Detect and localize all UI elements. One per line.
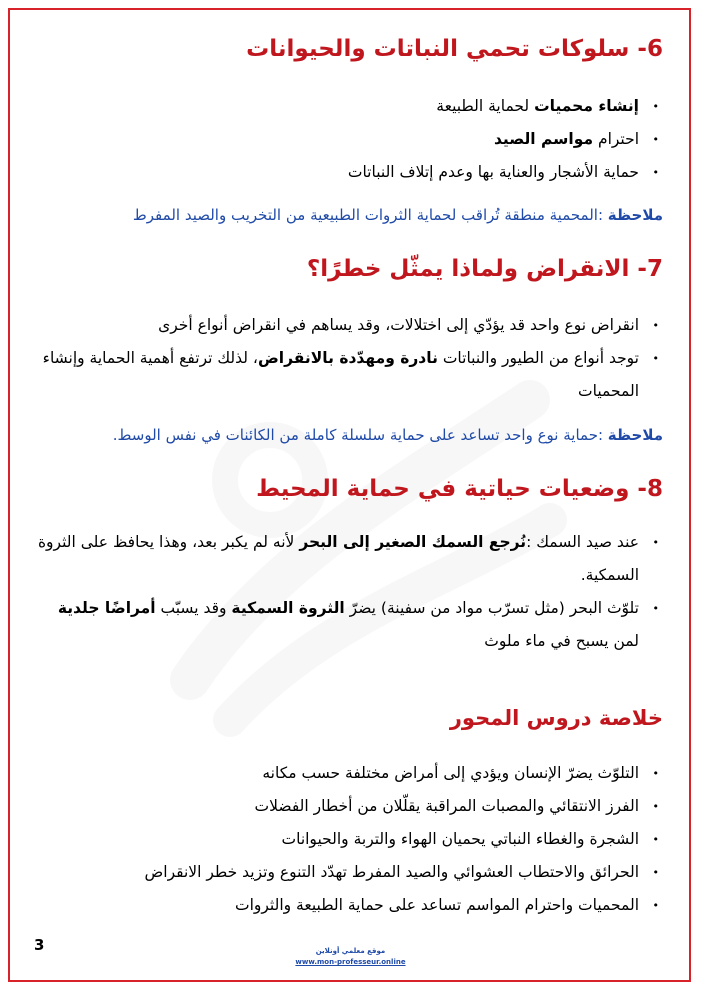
footer bbox=[0, 946, 701, 968]
section-6-list bbox=[30, 90, 663, 189]
list-item: • انقراض نوع واحد قد يؤدّي إلى اختلالات، وقد يساهم في انقراض أنواع أخرى bbox=[30, 309, 663, 342]
list-item: • التلوّث يضرّ الإنسان ويؤدي إلى أمراض مختلفة حسب مكانه bbox=[30, 757, 663, 790]
section-6-title: 6- سلوكات تحمي النباتات والحيوانات bbox=[246, 36, 663, 62]
summary-title: خلاصة دروس المحور bbox=[449, 706, 663, 730]
section-7-note: ملاحظة :حماية نوع واحد تساعد على حماية سلسلة كاملة من الكائنات في نفس الوسط. bbox=[112, 426, 663, 444]
summary-list bbox=[30, 757, 663, 922]
list-item: • حماية الأشجار والعناية بها وعدم إتلاف النباتات bbox=[30, 156, 663, 189]
list-item: • إنشاء محميات لحماية الطبيعة bbox=[30, 90, 663, 123]
list-item: • توجد أنواع من الطيور والنباتات نادرة ومهدّدة بالانقراض، لذلك ترتفع أهمية الحماية وإنشاء المحميات bbox=[30, 342, 663, 408]
list-item: • تلوّث البحر (مثل تسرّب مواد من سفينة) يضرّ الثروة السمكية وقد يسبّب أمراضًا جلدية لمن يسبح في ماء ملوث bbox=[30, 592, 663, 658]
list-item: • عند صيد السمك :نُرجع السمك الصغير إلى البحر لأنه لم يكبر بعد، وهذا يحافظ على الثروة السمكية. bbox=[30, 526, 663, 592]
list-item: • الفرز الانتقائي والمصبات المراقبة يقلّلان من أخطار الفضلات bbox=[30, 790, 663, 823]
list-item: • الحرائق والاحتطاب العشوائي والصيد المفرط تهدّد التنوع وتزيد خطر الانقراض bbox=[30, 856, 663, 889]
footer-site-name: موقع معلمي أونلاين bbox=[315, 947, 386, 955]
section-8-title: 8- وضعيات حياتية في حماية المحيط bbox=[256, 476, 663, 502]
list-item: • احترام مواسم الصيد bbox=[30, 123, 663, 156]
page-number: 3 bbox=[34, 936, 45, 954]
section-8-list bbox=[30, 526, 663, 658]
section-6-note: ملاحظة :المحمية منطقة تُراقب لحماية الثروات الطبيعية من التخريب والصيد المفرط bbox=[132, 206, 663, 224]
list-item: • المحميات واحترام المواسم تساعد على حماية الطبيعة والثروات bbox=[30, 889, 663, 922]
footer-site-url[interactable]: www.mon-professeur.online bbox=[295, 958, 406, 966]
section-7-list bbox=[30, 309, 663, 408]
section-7-title: 7- الانقراض ولماذا يمثّل خطرًا؟ bbox=[306, 256, 663, 282]
list-item: • الشجرة والغطاء النباتي يحميان الهواء والتربة والحيوانات bbox=[30, 823, 663, 856]
